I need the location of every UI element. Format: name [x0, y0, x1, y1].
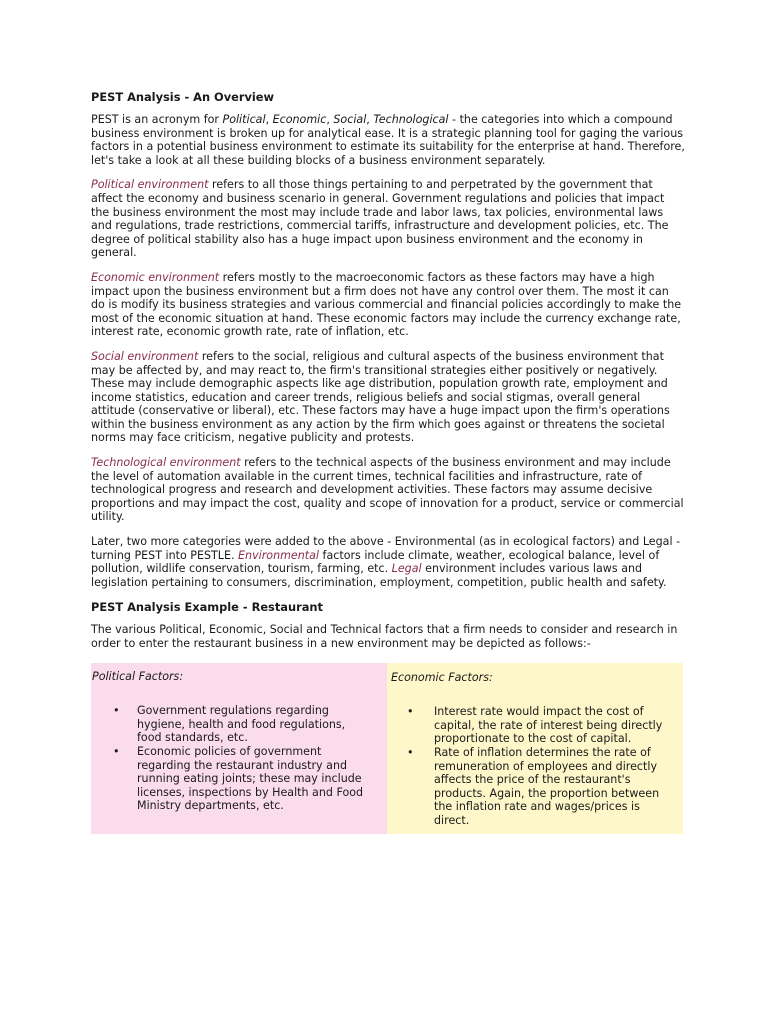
technological-paragraph — [91, 456, 686, 524]
intro-social: Social — [333, 113, 367, 126]
economic-term: Economic environment — [91, 270, 220, 284]
political-text: refers to all those things pertaining to and perpetrated by the government that affect the economy and business scenario in general. Government regulations and policies that impact the business environment the most may include trade and labor laws, tax policies, environmental laws and regulations, trade restrictions, commercial tariffs, infrastructure and development policies, etc. The degree of political stability also has a huge impact upon business environment and the economy in general. — [91, 178, 669, 260]
list-item-text: Interest rate would impact the cost of capital, the rate of interest being directly proportionate to the cost of capital. — [434, 705, 663, 746]
list-item — [91, 745, 387, 813]
factors-table — [91, 663, 683, 834]
political-term: Political environment — [91, 178, 209, 192]
social-paragraph — [91, 350, 686, 445]
social-text: refers to the social, religious and cultural aspects of the business environment that may be affected by, and may react to, the firm's transitional strategies either positively or negatively. These may include demographic aspects like age distribution, population growth rate, employment and income statistics, education and career trends, religious beliefs and social stigmas, overall general attitude (conservative or liberal), etc. These factors may have a huge impact upon the firm's operations within the business environment as any action by the firm which goes against or threatens the societal norms may face criticism, negative publicity and protests. — [91, 349, 670, 445]
example-intro: The various Political, Economic, Social and Technical factors that a firm needs to consider and research in order to enter the restaurant business in a new environment may be depicted as follows:- — [91, 623, 678, 650]
page-title: PEST Analysis - An Overview — [91, 90, 275, 104]
intro-sep: , — [366, 113, 374, 126]
intro-technological: Technological — [373, 113, 449, 126]
political-factors-title: Political Factors: — [92, 669, 184, 683]
list-item-text: Economic policies of government regarding the restaurant industry and running eating joints; these may include licenses, inspections by Health and Food Ministry departments, etc. — [137, 744, 364, 813]
technological-term: Technological environment — [91, 456, 241, 470]
list-item — [91, 704, 387, 745]
political-factors-box — [91, 663, 387, 834]
list-item — [387, 705, 683, 746]
intro-text: - the categories into which a compound business environment is broken up for analytical ease. It is a strategic planning tool for gaging the various factors in a potential business environment to estimate its suitability for the enterprise at hand. Therefore, let's take a look at all these building blocks of a business environment separately. — [91, 113, 685, 167]
bullet-icon: • — [113, 704, 120, 718]
economic-factors-list — [387, 705, 683, 827]
intro-text: PEST is an acronym for — [91, 113, 223, 126]
bullet-icon: • — [113, 744, 120, 758]
intro-political: Political — [222, 113, 266, 126]
list-item — [387, 746, 683, 828]
pestle-paragraph — [91, 535, 686, 589]
environmental-term: Environmental — [238, 548, 320, 562]
pestle-text: factors include climate, weather, ecological balance, level of pollution, wildlife conservation, tourism, farming, etc. — [91, 548, 660, 576]
political-paragraph — [91, 178, 686, 260]
list-item-text: Government regulations regarding hygiene, health and food regulations, food standards, etc. — [137, 704, 346, 745]
intro-economic: Economic — [272, 113, 327, 126]
technological-text: refers to the technical aspects of the business environment and may include the level of automation available in the current times, technical facilities and infrastructure, rate of technological progress and research and development activities. These factors may assume decisive proportions and may impact the cost, quality and scope of innovation for a product, service or commercial utility. — [91, 456, 684, 524]
economic-text: refers mostly to the macroeconomic factors as these factors may have a high impact upon the business environment but a firm does not have any control over them. The most it can do is modify its business strategies and various commercial and financial policies accordingly to make the most of the economic situation at hand. These economic factors may include the currency exchange rate, interest rate, economic growth rate, rate of inflation, etc. — [91, 270, 682, 339]
pestle-text: Later, two more categories were added to the above - Environmental (as in ecological factors) and Legal - turning PEST into PESTLE. — [91, 535, 681, 562]
bullet-icon: • — [407, 745, 414, 759]
intro-paragraph — [91, 113, 686, 167]
legal-term: Legal — [391, 562, 422, 576]
economic-paragraph — [91, 271, 686, 339]
pestle-text: environment includes various laws and legislation pertaining to consumers, discrimination, employment, competition, public health and safety. — [91, 562, 667, 589]
example-title: PEST Analysis Example - Restaurant — [91, 600, 323, 615]
economic-factors-box — [387, 663, 683, 834]
list-item-text: Rate of inflation determines the rate of remuneration of employees and directly affects the price of the restaurant's products. Again, the proportion between the inflation rate and wages/prices is direct. — [434, 745, 660, 827]
political-factors-list — [91, 704, 387, 813]
intro-sep: , — [265, 113, 273, 126]
economic-factors-title: Economic Factors: — [391, 670, 493, 684]
social-term: Social environment — [91, 349, 199, 363]
bullet-icon: • — [407, 705, 414, 719]
intro-sep: , — [326, 113, 334, 126]
